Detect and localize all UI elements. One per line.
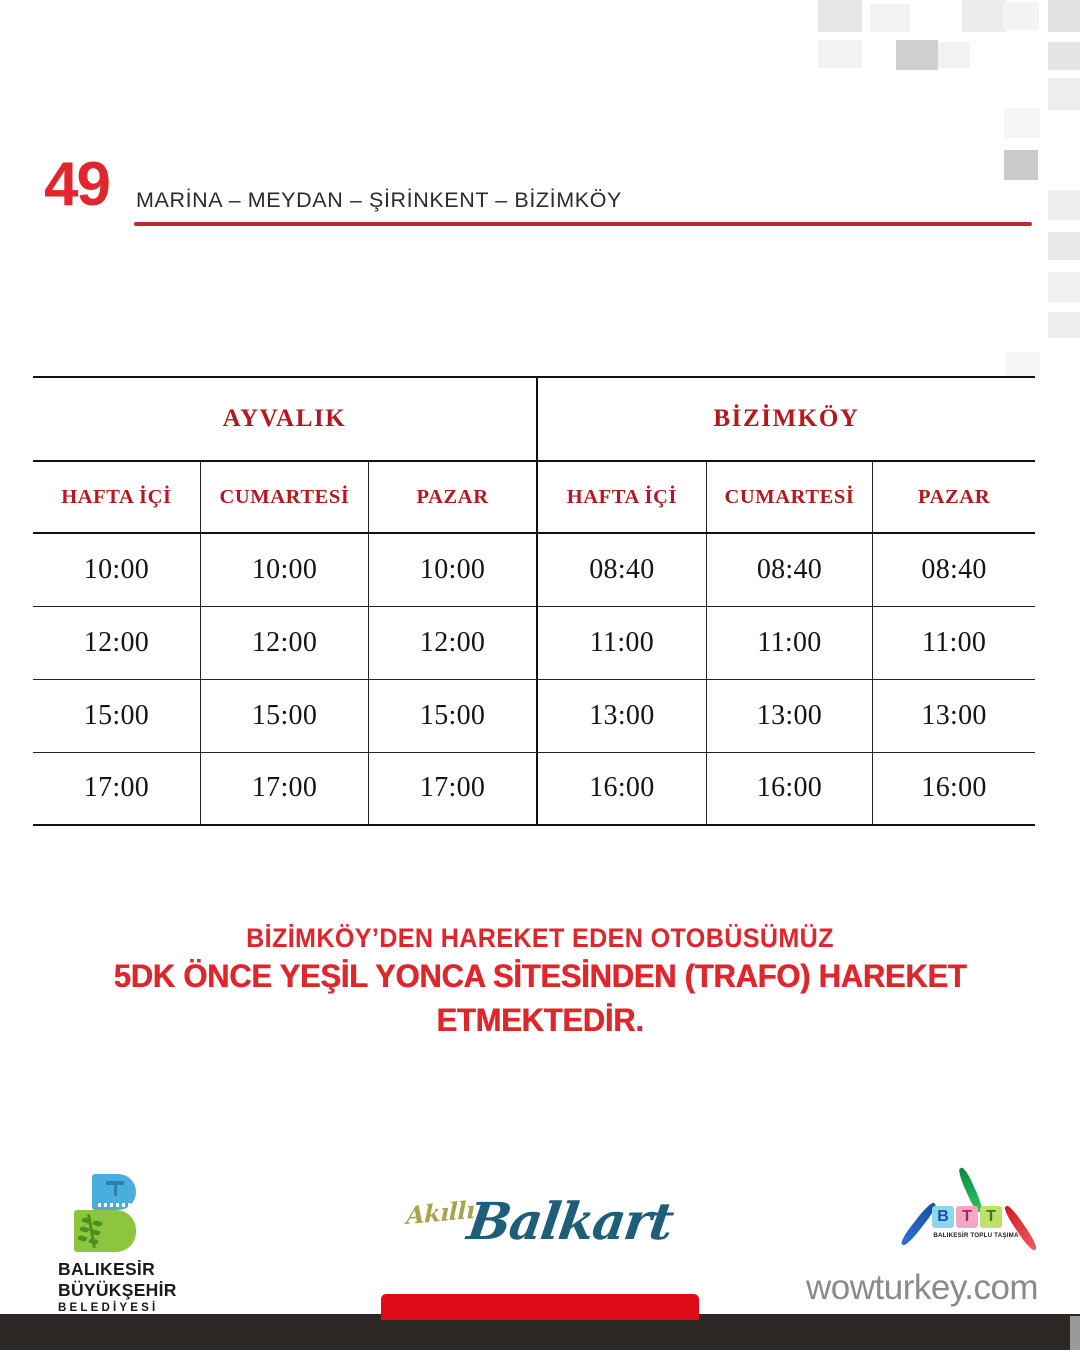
table-row	[33, 679, 1035, 752]
timetable-table	[33, 376, 1035, 826]
balkart-logo-prefix: Akıllı	[405, 1194, 475, 1231]
departure-time: 12:00	[200, 606, 368, 679]
balikesir-logo-green-shape	[74, 1210, 136, 1252]
departure-time: 12:00	[369, 606, 537, 679]
decorative-square	[1048, 232, 1080, 260]
btt-logo-tiles	[932, 1206, 1002, 1228]
scrollbar-thumb[interactable]	[1070, 1316, 1080, 1350]
departure-time: 13:00	[537, 679, 706, 752]
decorative-square	[896, 40, 938, 70]
column-header-bizimkoy-cumartesi: CUMARTESİ	[706, 461, 872, 533]
notice-block	[0, 922, 1080, 1043]
decorative-square	[1048, 42, 1080, 70]
notice-line-1: BİZİMKÖY’DEN HAREKET EDEN OTOBÜSÜMÜZ	[246, 923, 834, 953]
route-name: MARİNA – MEYDAN – ŞİRİNKENT – BİZİMKÖY	[136, 188, 622, 212]
column-header-bizimkoy-pazar: PAZAR	[873, 461, 1035, 533]
column-header-row	[33, 461, 1035, 533]
decorative-square	[962, 0, 1006, 32]
bottom-red-bar[interactable]	[381, 1294, 699, 1320]
decorative-square	[1048, 190, 1080, 220]
group-header-bizimkoy: BİZİMKÖY	[537, 377, 1035, 461]
balikesir-logo-line-2: BÜYÜKŞEHİR	[58, 1279, 177, 1300]
departure-time: 13:00	[706, 679, 872, 752]
balikesir-logo-mark-icon	[74, 1174, 148, 1252]
departure-time: 16:00	[706, 752, 872, 825]
departure-time: 10:00	[200, 533, 368, 606]
decorative-square	[818, 0, 862, 32]
decorative-square	[1003, 2, 1039, 30]
btt-logo	[912, 1170, 1038, 1266]
decorative-square	[870, 4, 910, 32]
balikesir-logo-line-1: BALIKESİR	[58, 1259, 156, 1279]
departure-time: 12:00	[33, 606, 200, 679]
departure-time: 17:00	[200, 752, 368, 825]
watermark: wowturkey.com	[806, 1268, 1039, 1307]
notice-line-2: 5DK ÖNCE YEŞİL YONCA SİTESİNDEN (TRAFO) HAREKET ETMEKTEDİR.	[113, 957, 967, 1038]
departure-time: 11:00	[873, 606, 1035, 679]
departure-time: 13:00	[873, 679, 1035, 752]
decorative-square	[1048, 272, 1080, 302]
balikesir-logo-line-3: BELEDİYESİ	[58, 1302, 159, 1315]
decorative-square	[1006, 352, 1040, 376]
balikesir-logo-blue-shape	[92, 1174, 136, 1210]
departure-time: 10:00	[369, 533, 537, 606]
departure-time: 08:40	[873, 533, 1035, 606]
departure-time: 08:40	[537, 533, 706, 606]
balikesir-municipality-logo	[56, 1174, 216, 1318]
column-header-ayvalik-hafta-ici: HAFTA İÇİ	[33, 461, 200, 533]
timetable	[33, 376, 1035, 826]
decorative-square	[1048, 78, 1080, 110]
decorative-square	[818, 40, 862, 68]
btt-logo-caption: BALIKESİR TOPLU TAŞIMA	[933, 1232, 1019, 1239]
column-header-ayvalik-pazar: PAZAR	[369, 461, 537, 533]
btt-logo-red-stroke	[1002, 1204, 1039, 1252]
column-header-ayvalik-cumartesi: CUMARTESİ	[200, 461, 368, 533]
group-header-ayvalik: AYVALIK	[33, 377, 537, 461]
departure-time: 17:00	[369, 752, 537, 825]
departure-time: 15:00	[369, 679, 537, 752]
column-header-bizimkoy-hafta-ici: HAFTA İÇİ	[537, 461, 706, 533]
decorative-square	[938, 42, 970, 68]
departure-time: 11:00	[537, 606, 706, 679]
table-row	[33, 606, 1035, 679]
departure-time: 15:00	[200, 679, 368, 752]
btt-logo-tile-t1: T	[956, 1206, 978, 1228]
balikesir-logo-wordmark	[56, 1259, 216, 1318]
decorative-square	[1048, 0, 1080, 32]
departure-time: 10:00	[33, 533, 200, 606]
decorative-square	[1004, 108, 1040, 138]
departure-time: 16:00	[873, 752, 1035, 825]
departure-time: 17:00	[33, 752, 200, 825]
route-header	[44, 150, 1034, 238]
table-row	[33, 533, 1035, 606]
balkart-logo-name: Balkart	[463, 1192, 677, 1252]
btt-logo-tile-t2: T	[980, 1206, 1002, 1228]
departure-time: 16:00	[537, 752, 706, 825]
departure-time: 08:40	[706, 533, 872, 606]
route-number: 49	[44, 150, 109, 219]
btt-logo-tile-b: B	[932, 1206, 954, 1228]
departure-time: 15:00	[33, 679, 200, 752]
table-row	[33, 752, 1035, 825]
balkart-logo	[400, 1190, 677, 1262]
group-header-row	[33, 377, 1035, 461]
header-divider-rule	[134, 222, 1032, 226]
departure-time: 11:00	[706, 606, 872, 679]
decorative-square	[1048, 312, 1080, 338]
